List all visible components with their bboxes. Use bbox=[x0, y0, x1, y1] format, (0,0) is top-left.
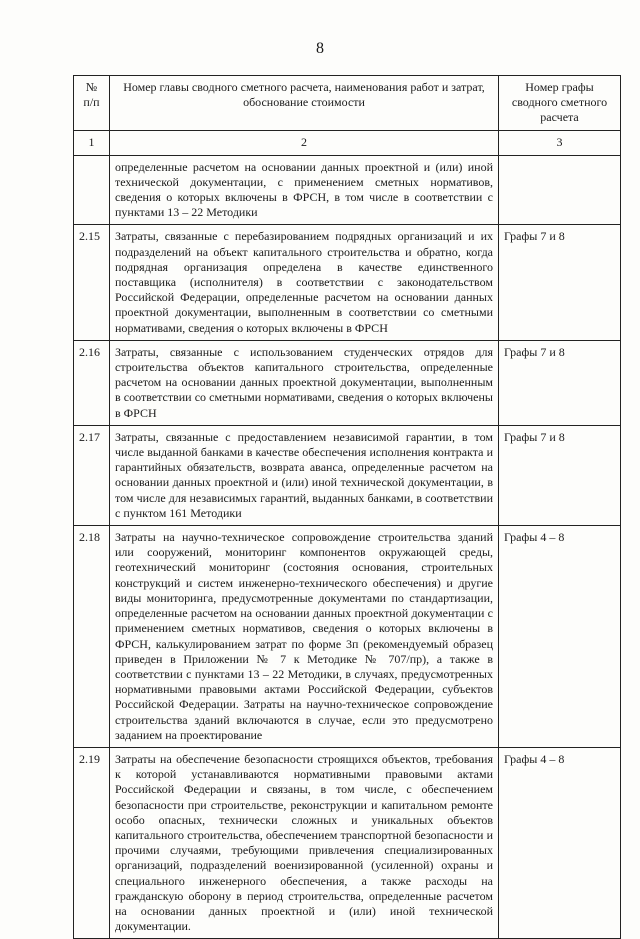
row-number bbox=[74, 155, 110, 225]
table-row bbox=[74, 155, 621, 225]
row-number: 2.16 bbox=[74, 340, 110, 425]
table-row bbox=[74, 425, 621, 525]
column-index-row bbox=[74, 130, 621, 155]
column-index-1: 1 bbox=[74, 130, 110, 155]
row-columns: Графы 4 – 8 bbox=[499, 747, 621, 938]
table-row bbox=[74, 340, 621, 425]
row-columns: Графы 7 и 8 bbox=[499, 425, 621, 525]
row-description: Затраты, связанные с перебазированием подрядных организаций и их подразделений на объект капитального строительства и обратно, когда подрядная организация определена в качестве единственного поставщика (исполнителя) в соответствии с законодательством Российской Федерации, определенные расчетом на основании данных проектной документации, выполненным в соответствии со сметными нормативами, сведения о которых включены в ФРСН bbox=[110, 225, 499, 340]
page-number: 8 bbox=[316, 40, 324, 57]
row-description: Затраты на научно-техническое сопровождение строительства зданий или сооружений, мониторинг компонентов окружающей среды, геотехнический мониторинг (состояния основания, строительных конструкций и систем инженерно-технического обеспечения) и другие виды мониторинга, предусмотренные документами по стандартизации, определенные расчетом на основании данных проектной документации с применением сметных нормативов, сведения о которых включены в ФРСН, калькулированием затрат по форме 3п (рекомендуемый образец приведен в Приложении № 7 к Методике № 707/пр), а также в соответствии с пунктами 13 – 22 Методики, в случаях, предусмотренных нормативными правовыми актами Российской Федерации, субъектов Российской Федерации. Затраты на научно-техническое сопровождение строительства зданий включаются в случае, если это предусмотрено заданием на проектирование bbox=[110, 526, 499, 748]
row-description: Затраты, связанные с предоставлением независимой гарантии, в том числе выданной банками в качестве обеспечения исполнения контракта и гарантийных обязательств, возврата аванса, определенные расчетом на основании данных проектной и (или) иной технической документации, в том числе для независимых гарантий, выданных банками, в соответствии с пунктом 161 Методики bbox=[110, 425, 499, 525]
row-description: Затраты на обеспечение безопасности строящихся объектов, требования к которой устанавливаются нормативными правовыми актами Российской Федерации и связаны, в том числе, с обеспечением безопасности при строительстве, реконструкции и капитальном ремонте особо опасных, технически сложных и уникальных объектов капитального строительства, обеспечением транспортной безопасности и прочими случаями, требующими привлечения специализированных организаций, подразделений военизированной (усиленной) охраны и специального инженерного обеспечения, а также расходы на гражданскую оборону в период строительства, определенные расчетом на основании данных проектной и (или) иной технической документации. bbox=[110, 747, 499, 938]
estimate-table bbox=[73, 75, 621, 939]
row-number: 2.19 bbox=[74, 747, 110, 938]
row-number: 2.17 bbox=[74, 425, 110, 525]
row-columns: Графы 4 – 8 bbox=[499, 526, 621, 748]
column-index-2: 2 bbox=[110, 130, 499, 155]
table-header-row bbox=[74, 76, 621, 131]
header-number: № п/п bbox=[74, 76, 110, 131]
row-columns: Графы 7 и 8 bbox=[499, 340, 621, 425]
row-number: 2.15 bbox=[74, 225, 110, 340]
column-index-3: 3 bbox=[499, 130, 621, 155]
row-description: Затраты, связанные с использованием студенческих отрядов для строительства объектов капитального строительства, определенные расчетом на основании данных проектной документации, выполненным в соответствии со сметными нормативами, сведения о которых включены в ФРСН bbox=[110, 340, 499, 425]
header-name: Номер главы сводного сметного расчета, наименования работ и затрат, обоснование стоимости bbox=[110, 76, 499, 131]
row-number: 2.18 bbox=[74, 526, 110, 748]
table-row bbox=[74, 225, 621, 340]
row-columns bbox=[499, 155, 621, 225]
row-columns: Графы 7 и 8 bbox=[499, 225, 621, 340]
table-row bbox=[74, 526, 621, 748]
header-columns: Номер графы сводного сметного расчета bbox=[499, 76, 621, 131]
row-description: определенные расчетом на основании данных проектной и (или) иной технической документации, с применением сметных нормативов, сведения о которых включены в ФРСН, в том числе в соответствии с пунктами 13 – 22 Методики bbox=[110, 155, 499, 225]
table-row bbox=[74, 747, 621, 938]
